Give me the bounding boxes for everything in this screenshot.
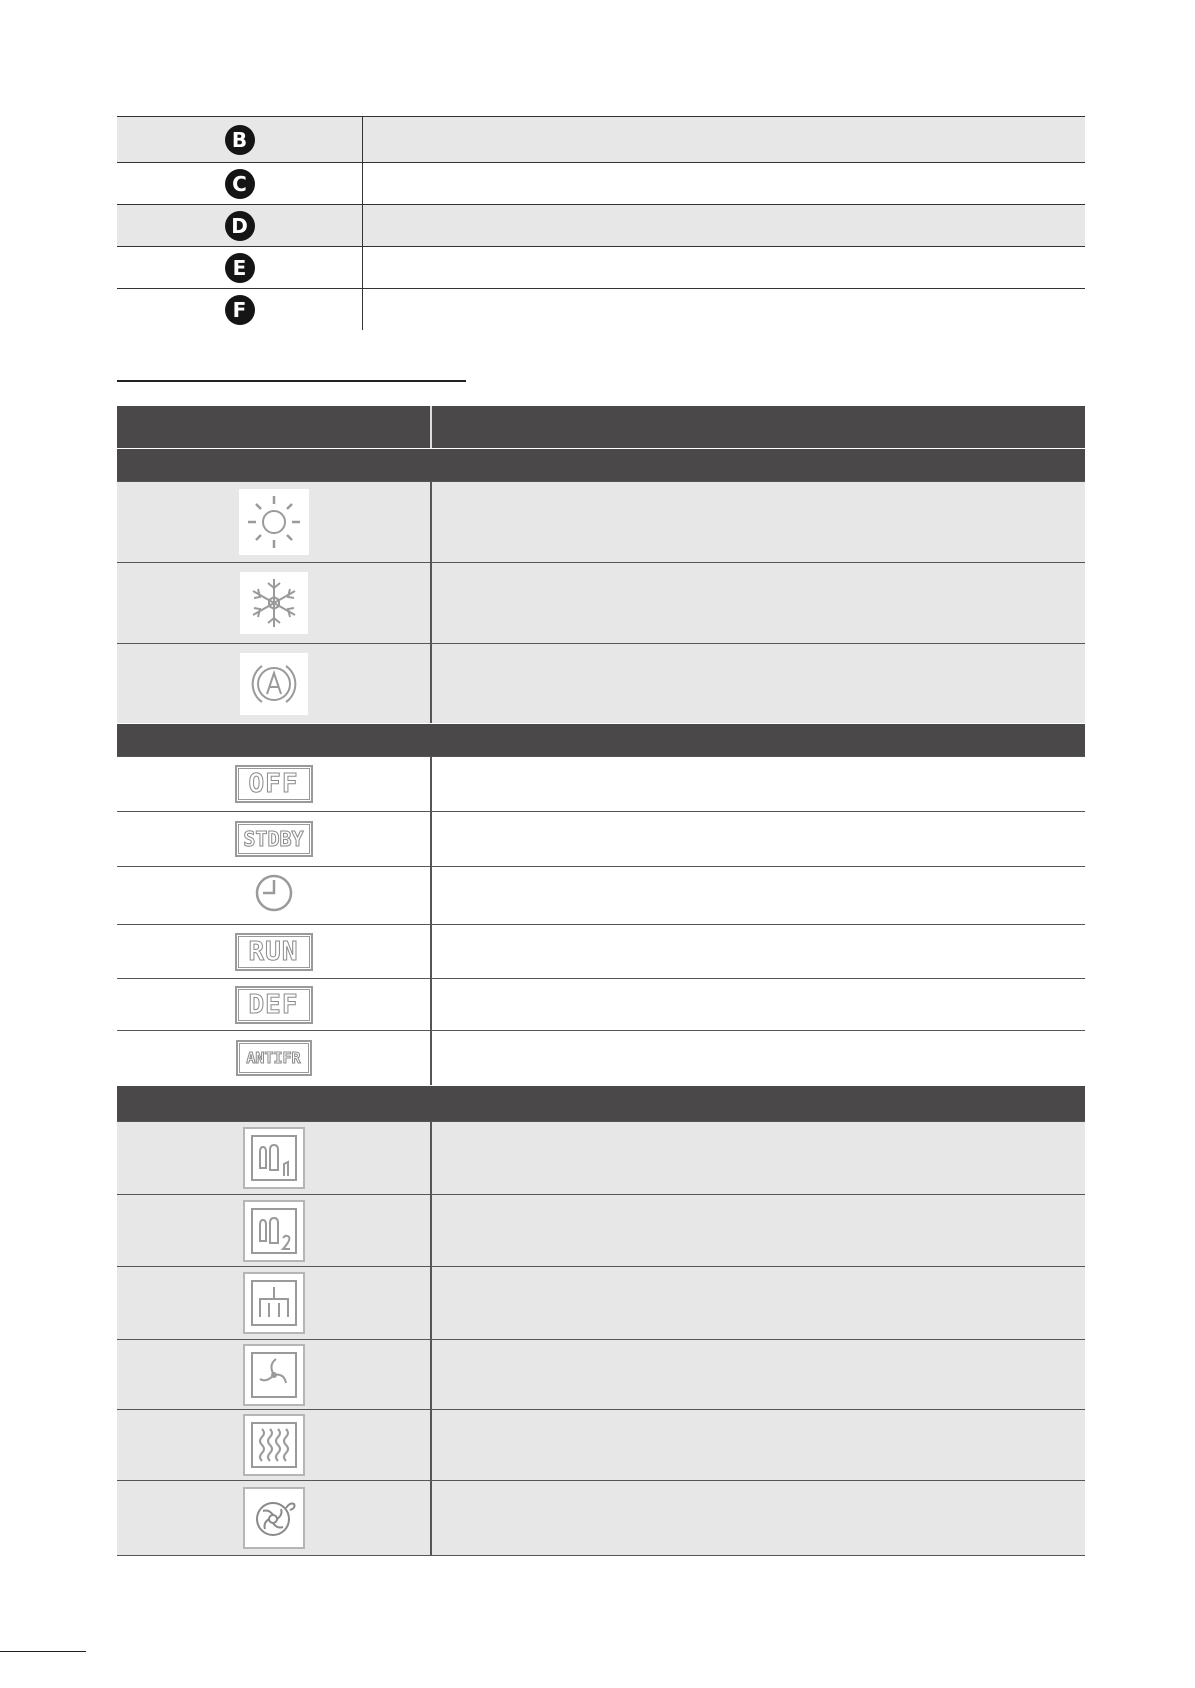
electric-heater-icon: [243, 1414, 305, 1476]
sun-icon: [239, 489, 309, 555]
table-row: [117, 866, 1085, 924]
table-row: [117, 1339, 1085, 1409]
display-icons-table: [117, 406, 1085, 1556]
table-row: [117, 562, 1085, 643]
row-description: [432, 925, 1085, 978]
badge-d: D: [225, 211, 255, 241]
row-description: [432, 867, 1085, 924]
row-description: [432, 563, 1085, 643]
antifreeze-status-icon: ANTIFR: [236, 1040, 312, 1076]
row-description: [432, 812, 1085, 866]
table-row: [117, 1409, 1085, 1480]
off-status-icon: OFF: [235, 765, 313, 803]
table-row: [117, 978, 1085, 1030]
header-col-icon: [117, 406, 432, 448]
legend-desc: [363, 163, 1085, 204]
legend-desc: [363, 247, 1085, 288]
table-row: [117, 1121, 1085, 1194]
legend-row-c: [117, 163, 1085, 205]
table-header: [117, 406, 1085, 448]
water-pump-icon: [243, 1487, 305, 1549]
row-description: [432, 757, 1085, 811]
table-row: [117, 643, 1085, 723]
legend-row-e: [117, 247, 1085, 289]
row-description: [432, 1195, 1085, 1266]
compressor-1-icon: [243, 1127, 305, 1189]
legend-row-b: [117, 117, 1085, 163]
footer-rule: [0, 1651, 86, 1652]
table-row: [117, 1030, 1085, 1085]
row-description: [432, 1410, 1085, 1480]
table-row: [117, 1480, 1085, 1556]
clock-icon: [253, 872, 295, 919]
badge-c: C: [225, 169, 255, 199]
legend-row-d: [117, 205, 1085, 247]
badge-f: F: [225, 295, 255, 325]
row-description: [432, 1122, 1085, 1194]
row-description: [432, 1267, 1085, 1339]
row-description: [432, 1031, 1085, 1085]
table-row: [117, 924, 1085, 978]
legend-desc: [363, 117, 1085, 162]
section-heading-underline: [117, 380, 466, 382]
row-description: [432, 979, 1085, 1030]
header-col-description: [432, 406, 1085, 448]
defrost-status-icon: DEF: [235, 986, 313, 1024]
auto-mode-icon: [240, 653, 308, 715]
row-description: [432, 482, 1085, 562]
row-description: [432, 1340, 1085, 1409]
row-description: [432, 1481, 1085, 1555]
badge-b: B: [225, 125, 255, 155]
table-row: [117, 481, 1085, 562]
standby-status-icon: STDBY: [235, 821, 313, 857]
snowflake-icon: [240, 572, 308, 634]
row-description: [432, 644, 1085, 723]
table-row: [117, 756, 1085, 811]
section-bar-components: [117, 1085, 1085, 1121]
legend-table: [117, 116, 1085, 330]
legend-row-f: [117, 289, 1085, 330]
legend-desc: [363, 205, 1085, 246]
table-row: [117, 811, 1085, 866]
legend-desc: [363, 289, 1085, 330]
four-way-valve-icon: [243, 1272, 305, 1334]
table-row: [117, 1194, 1085, 1266]
run-status-icon: RUN: [235, 933, 313, 971]
badge-e: E: [225, 253, 255, 283]
compressor-2-icon: [243, 1200, 305, 1262]
fan-icon: [243, 1344, 305, 1406]
section-bar-status: [117, 723, 1085, 756]
table-row: [117, 1266, 1085, 1339]
section-bar-modes: [117, 448, 1085, 481]
